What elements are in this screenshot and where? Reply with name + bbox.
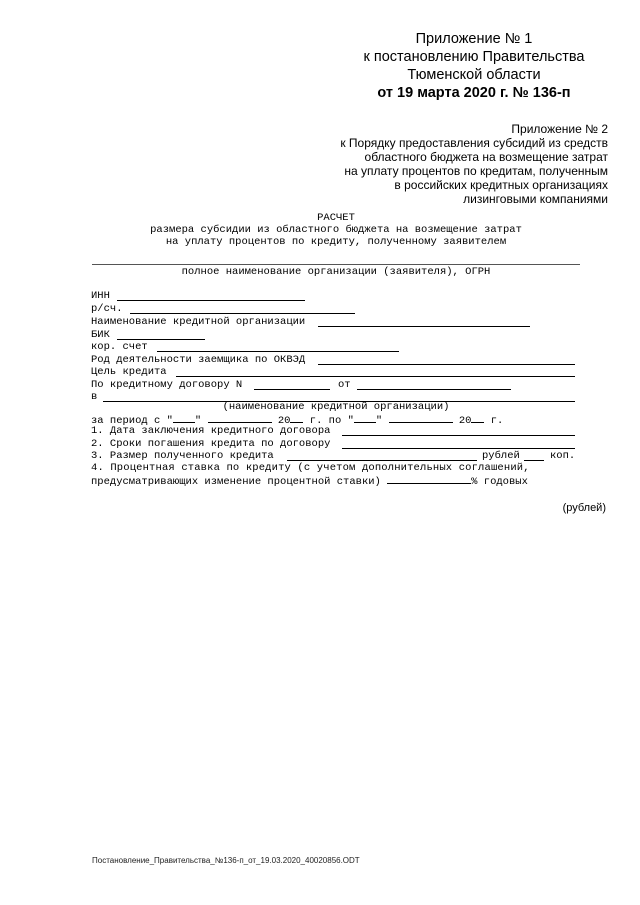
item3-rub-field[interactable] [287,460,477,461]
bik-row [91,329,110,341]
bank-name-field[interactable] [318,326,530,327]
appendix-2-line6: лизинговыми компаниями [463,192,608,206]
contract-number-field[interactable] [254,389,330,390]
appendix-2-line5: в российских кредитных организациях [394,178,608,192]
appendix-1-ref: к постановлению Правительства [363,49,585,65]
item4-row2 [91,474,528,488]
period-from-year-field[interactable] [290,413,303,423]
appendix-1-header [354,30,594,102]
contract-label: По кредитному договору N [91,379,243,391]
appendix-2-line2: к Порядку предоставления субсидий из средств [340,136,608,150]
item1-label: 1. Дата заключения кредитного договора [91,425,331,437]
item1-row [91,425,330,437]
document-footer: Постановление_Правительства_№136-п_от_19.03.2020_40020856.ODT [92,856,360,865]
item4-label2: предусматривающих изменение процентной ставки) [91,476,381,488]
org-name-caption: полное наименование организации (заявителя), ОГРН [181,266,491,278]
in-label: в [91,391,98,403]
item2-field[interactable] [342,448,575,449]
bik-label: БИК [91,329,110,341]
inn-label: ИНН [91,290,110,302]
purpose-field[interactable] [176,376,575,377]
bik-field[interactable] [117,339,205,340]
title-heading: РАСЧЕТ [317,212,355,224]
contract-row [91,379,242,391]
item2-row [91,438,330,450]
org-name-line[interactable] [92,264,580,265]
item3-rub-label: рублей [482,450,520,462]
purpose-row [91,366,167,378]
purpose-label: Цель кредита [91,366,167,378]
item3-kop-field[interactable] [524,460,544,461]
item3-kop-label: коп. [550,450,576,462]
appendix-1-date: от 19 марта 2020 г. № 136-п [377,85,571,101]
interest-rate-field[interactable] [387,474,471,484]
kor-label: кор. счет [91,341,148,353]
period-to-day-field[interactable] [354,413,376,423]
period-year-suffix: г. [490,415,504,427]
appendix-2-header [340,122,608,206]
contract-date-field[interactable] [357,389,511,390]
inn-row [91,290,110,302]
bank-name-label: Наименование кредитной организации [91,316,306,328]
period-from-label: за период с " [91,415,173,427]
appendix-2-line4: на уплату процентов по кредитам, полученным [344,164,608,178]
period-to-year-field[interactable] [471,413,484,423]
title-line3: на уплату процентов по кредиту, полученному заявителем [165,236,507,248]
item4-row: 4. Процентная ставка по кредиту (с учетом дополнительных соглашений, [91,462,530,474]
period-quote2: " [375,415,383,427]
rs-label: р/сч. [91,303,123,315]
period-from-day-field[interactable] [173,413,195,423]
appendix-2-title: Приложение № 2 [511,122,608,136]
item1-field[interactable] [342,435,575,436]
appendix-1-title: Приложение № 1 [415,31,533,47]
kor-field[interactable] [157,351,399,352]
title-line2: размера субсидии из областного бюджета на возмещение затрат [150,224,522,236]
appendix-1-region: Тюменской области [407,67,541,83]
appendix-2-line3: областного бюджета на возмещение затрат [364,150,608,164]
item3-label: 3. Размер полученного кредита [91,450,274,462]
period-to-month-field[interactable] [389,413,453,423]
period-to-label: г. по " [309,415,354,427]
item4-percent-label: % годовых [471,476,528,488]
okved-field[interactable] [318,364,575,365]
okved-row [91,354,305,366]
period-year2-prefix: 20 [458,415,472,427]
rs-field[interactable] [130,313,355,314]
document-title [92,212,580,248]
bank-name-row [91,316,305,328]
okved-label: Род деятельности заемщика по ОКВЭД [91,354,306,366]
item3-row [91,450,274,462]
rs-row [91,303,123,315]
item2-label: 2. Сроки погашения кредита по договору [91,438,331,450]
units-label: (рублей) [562,502,606,514]
kor-row [91,341,148,353]
period-from-month-field[interactable] [208,413,272,423]
contract-from-label: от [338,379,351,391]
period-year1-prefix: 20 [277,415,291,427]
bank-caption: (наименование кредитной организации) [222,401,450,413]
period-quote1: " [194,415,202,427]
inn-field[interactable] [117,300,305,301]
